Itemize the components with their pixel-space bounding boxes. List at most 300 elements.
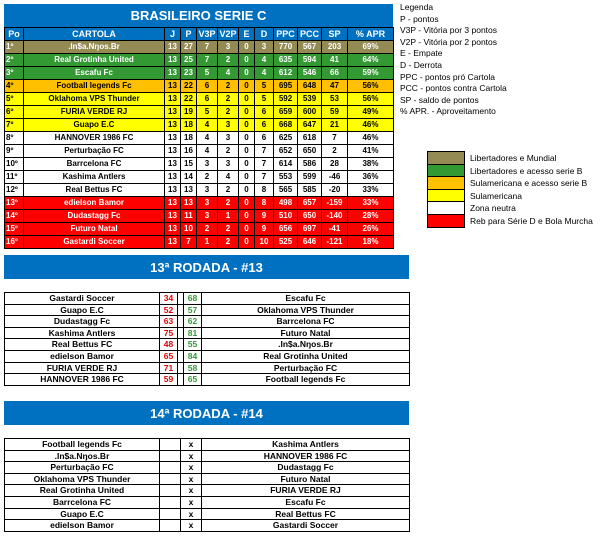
cell-sp: -159 [322,197,348,210]
home-score: 52 [160,304,178,316]
cell-pos: 1º [5,41,24,54]
cell-pos: 16º [5,236,24,249]
home-score-empty [160,520,181,532]
match-row [5,473,410,485]
versus-label: x [181,485,202,497]
away-team: Escafu Fc [202,496,410,508]
standings-row [5,171,394,184]
cell-v3p: 4 [197,145,218,158]
standings-title: BRASILEIRO SERIE C [4,4,393,27]
cell-e: 0 [239,184,255,197]
home-score-empty [160,496,181,508]
cell-v2p: 2 [218,223,239,236]
cell-j: 13 [165,119,181,132]
cell-ppc: 652 [274,145,298,158]
cell-pcc: 594 [298,54,322,67]
cell-p: 18 [181,132,197,145]
cell-e: 0 [239,171,255,184]
versus-label: x [181,496,202,508]
cell-e: 0 [239,119,255,132]
cell-v2p: 3 [218,119,239,132]
cell-e: 0 [239,210,255,223]
cell-d: 3 [255,41,274,54]
team-name: Gastardi Soccer [24,236,165,249]
cell-sp: -20 [322,184,348,197]
cell-sp: 47 [322,80,348,93]
cell-e: 0 [239,223,255,236]
cell-pcc: 600 [298,106,322,119]
round13-title: 13ª RODADA - #13 [4,255,409,279]
cell-ppc: 525 [274,236,298,249]
legend-swatch [427,214,465,228]
team-name: Kashima Antlers [24,171,165,184]
cell-apr: 46% [348,119,394,132]
legend-line: E - Empate [400,48,443,59]
home-score: 34 [160,293,178,305]
away-team: HANNOVER 1986 FC [202,450,410,462]
cell-j: 13 [165,145,181,158]
cell-v2p: 2 [218,80,239,93]
legend-line: P - pontos [400,13,439,24]
match-row [5,462,410,474]
cell-v2p: 4 [218,171,239,184]
away-team: Escafu Fc [202,293,410,305]
home-score-empty [160,485,181,497]
away-team: Kashima Antlers [202,439,410,451]
team-name: .In$a.Nŋos.Br [24,41,165,54]
standings-row [5,106,394,119]
cell-v2p: 2 [218,197,239,210]
cell-p: 23 [181,67,197,80]
away-score: 55 [184,339,202,351]
legend-line: PCC - pontos contra Cartola [400,83,507,94]
cell-v2p: 4 [218,67,239,80]
cell-v3p: 1 [197,236,218,249]
cell-p: 10 [181,223,197,236]
versus-label: x [181,450,202,462]
cell-j: 13 [165,106,181,119]
cell-d: 9 [255,223,274,236]
cell-v3p: 3 [197,184,218,197]
cell-pcc: 650 [298,145,322,158]
cell-sp: 53 [322,93,348,106]
cell-v2p: 2 [218,106,239,119]
col-header: E [239,28,255,41]
cell-e: 0 [239,54,255,67]
cell-pos: 6º [5,106,24,119]
cell-e: 0 [239,158,255,171]
home-score-empty [160,508,181,520]
col-header: PCC [298,28,322,41]
cell-pcc: 650 [298,210,322,223]
cell-v2p: 2 [218,145,239,158]
versus-label: x [181,439,202,451]
cell-pos: 10º [5,158,24,171]
cell-apr: 49% [348,106,394,119]
cell-pos: 5º [5,93,24,106]
cell-ppc: 668 [274,119,298,132]
cell-j: 13 [165,223,181,236]
cell-j: 13 [165,41,181,54]
legend-line: V2P - Vitória por 2 pontos [400,36,498,47]
cell-v2p: 3 [218,41,239,54]
cell-p: 25 [181,54,197,67]
cell-v3p: 6 [197,80,218,93]
cell-d: 8 [255,184,274,197]
cell-ppc: 625 [274,132,298,145]
cell-e: 0 [239,67,255,80]
cell-ppc: 614 [274,158,298,171]
versus-label: x [181,473,202,485]
away-score: 62 [184,316,202,328]
cell-p: 13 [181,197,197,210]
cell-apr: 56% [348,80,394,93]
away-score: 68 [184,293,202,305]
match-row [5,508,410,520]
team-name: Futuro Natal [24,223,165,236]
team-name: Real Grotinha United [24,54,165,67]
standings-row [5,197,394,210]
round13-table [4,292,410,386]
match-row [5,450,410,462]
standings-table [4,27,394,249]
cell-e: 0 [239,236,255,249]
cell-e: 0 [239,93,255,106]
cell-ppc: 565 [274,184,298,197]
cell-sp: 2 [322,145,348,158]
cell-j: 13 [165,210,181,223]
cell-p: 22 [181,80,197,93]
standings-row [5,41,394,54]
home-team: Barrcelona FC [5,496,160,508]
cell-j: 13 [165,236,181,249]
cell-pcc: 646 [298,236,322,249]
cell-pcc: 648 [298,80,322,93]
standings-row [5,145,394,158]
col-header: P [181,28,197,41]
away-team: Real Grotinha United [202,350,410,362]
home-team: Guapo E.C [5,304,160,316]
legend-line: SP - saldo de pontos [400,94,479,105]
cell-apr: 59% [348,67,394,80]
home-score-empty [160,462,181,474]
cell-sp: -46 [322,171,348,184]
cell-apr: 41% [348,145,394,158]
cell-v3p: 4 [197,132,218,145]
team-name: Real Bettus FC [24,184,165,197]
cell-p: 22 [181,93,197,106]
home-team: Gastardi Soccer [5,293,160,305]
away-team: Barrcelona FC [202,316,410,328]
cell-ppc: 612 [274,67,298,80]
col-header: CARTOLA [24,28,165,41]
cell-apr: 28% [348,210,394,223]
match-row [5,316,410,328]
cell-pcc: 567 [298,41,322,54]
home-score-empty [160,473,181,485]
standings-row [5,119,394,132]
match-row [5,350,410,362]
legend-line: % APR. - Aproveitamento [400,106,496,117]
cell-sp: 28 [322,158,348,171]
cell-p: 13 [181,184,197,197]
col-header: V2P [219,29,237,39]
cell-p: 15 [181,158,197,171]
standings-header-row [5,28,394,41]
cell-pos: 9º [5,145,24,158]
cell-pcc: 618 [298,132,322,145]
cell-v2p: 3 [218,158,239,171]
cell-v2p: 2 [218,236,239,249]
cell-ppc: 553 [274,171,298,184]
home-team: .In$a.Nŋos.Br [5,450,160,462]
home-team: Real Grotinha United [5,485,160,497]
col-header: SP [322,28,348,41]
legend-zone-label: Sulamericana e acesso serie B [470,178,588,189]
cell-j: 13 [165,197,181,210]
legend-line: D - Derrota [400,60,443,70]
cell-p: 16 [181,145,197,158]
legend-line: Legenda [400,2,434,12]
cell-apr: 69% [348,41,394,54]
cell-pos: 13º [5,197,24,210]
cell-pos: 4º [5,80,24,93]
home-team: HANNOVER 1986 FC [5,374,160,386]
cell-apr: 18% [348,236,394,249]
cell-sp: -41 [322,223,348,236]
team-name: HANNOVER 1986 FC [24,132,165,145]
team-name: Guapo E.C [24,119,165,132]
cell-j: 13 [165,132,181,145]
match-row [5,496,410,508]
cell-apr: 56% [348,93,394,106]
cell-v2p: 2 [218,93,239,106]
cell-pcc: 599 [298,171,322,184]
cell-e: 0 [239,197,255,210]
match-row [5,374,410,386]
cell-v2p: 2 [218,184,239,197]
cell-p: 11 [181,210,197,223]
standings-row [5,80,394,93]
legend-line: PPC - pontos pró Cartola [400,71,495,82]
legend-zone-label: Libertadores e Mundial [470,153,557,163]
home-team: FURIA VERDE RJ [5,362,160,374]
away-team: FURIA VERDE RJ [202,485,410,497]
cell-pos: 14º [5,210,24,223]
cell-j: 13 [165,54,181,67]
cell-v3p: 2 [197,171,218,184]
match-row [5,327,410,339]
cell-p: 7 [181,236,197,249]
cell-d: 6 [255,132,274,145]
standings-row [5,236,394,249]
cell-v3p: 3 [197,197,218,210]
home-team: Real Bettus FC [5,339,160,351]
versus-label: x [181,508,202,520]
cell-ppc: 510 [274,210,298,223]
cell-d: 6 [255,119,274,132]
col-header: J [165,28,181,41]
col-header: % APR [348,28,394,41]
away-team: Futuro Natal [202,473,410,485]
versus-label: x [181,520,202,532]
home-team: Dudastagg Fc [5,316,160,328]
cell-sp: -121 [322,236,348,249]
col-header: V3P [198,29,216,39]
cell-apr: 36% [348,171,394,184]
cell-v2p: 2 [218,54,239,67]
cell-d: 6 [255,106,274,119]
cell-v3p: 3 [197,210,218,223]
home-score-empty [160,450,181,462]
cell-ppc: 635 [274,54,298,67]
cell-pcc: 539 [298,93,322,106]
match-row [5,485,410,497]
cell-pos: 3º [5,67,24,80]
cell-pos: 2º [5,54,24,67]
cell-apr: 26% [348,223,394,236]
cell-apr: 33% [348,184,394,197]
away-team: Perturbação FC [202,362,410,374]
home-team: edielson Bamor [5,520,160,532]
home-score: 71 [160,362,178,374]
legend-zone-label: Sulamericana [470,190,522,201]
away-team: Football legends Fc [202,374,410,386]
cell-v2p: 1 [218,210,239,223]
legend-zone-label: Zona neutra [470,203,516,214]
team-name: FURIA VERDE RJ [24,106,165,119]
cell-pos: 11º [5,171,24,184]
standings-row [5,223,394,236]
cell-d: 9 [255,210,274,223]
col-header: D [255,28,274,41]
cell-sp: 59 [322,106,348,119]
away-team: .In$a.Nŋos.Br [202,339,410,351]
standings-row [5,67,394,80]
cell-apr: 38% [348,158,394,171]
cell-sp: -140 [322,210,348,223]
cell-pcc: 657 [298,197,322,210]
home-team: Guapo E.C [5,508,160,520]
cell-v3p: 6 [197,93,218,106]
cell-pcc: 586 [298,158,322,171]
cell-ppc: 498 [274,197,298,210]
cell-pcc: 697 [298,223,322,236]
team-name: Dudastagg Fc [24,210,165,223]
cell-p: 19 [181,106,197,119]
away-team: Futuro Natal [202,327,410,339]
cell-j: 13 [165,67,181,80]
cell-j: 13 [165,93,181,106]
cell-sp: 7 [322,132,348,145]
col-header: Po [5,28,24,41]
team-name: Escafu Fc [24,67,165,80]
home-team: Kashima Antlers [5,327,160,339]
cell-v3p: 7 [197,54,218,67]
col-header: PPC [274,28,298,41]
home-score: 65 [160,350,178,362]
cell-v3p: 2 [197,223,218,236]
away-score: 57 [184,304,202,316]
cell-ppc: 592 [274,93,298,106]
cell-j: 13 [165,184,181,197]
away-team: Gastardi Soccer [202,520,410,532]
cell-d: 5 [255,93,274,106]
cell-d: 10 [255,236,274,249]
cell-d: 4 [255,67,274,80]
cell-sp: 41 [322,54,348,67]
round14-title: 14ª RODADA - #14 [4,401,409,425]
match-row [5,362,410,374]
team-name: Football legends Fc [24,80,165,93]
away-score: 81 [184,327,202,339]
cell-d: 4 [255,54,274,67]
match-row [5,439,410,451]
team-name: Oklahoma VPS Thunder [24,93,165,106]
cell-apr: 33% [348,197,394,210]
cell-pcc: 546 [298,67,322,80]
cell-pcc: 585 [298,184,322,197]
cell-v3p: 4 [197,119,218,132]
round14-table [4,438,410,532]
cell-p: 18 [181,119,197,132]
home-score: 75 [160,327,178,339]
cell-d: 7 [255,171,274,184]
away-team: Oklahoma VPS Thunder [202,304,410,316]
match-row [5,339,410,351]
standings-row [5,210,394,223]
legend-zone-label: Libertadores e acesso serie B [470,165,583,176]
cell-j: 13 [165,80,181,93]
cell-d: 7 [255,145,274,158]
cell-sp: 203 [322,41,348,54]
home-score-empty [160,439,181,451]
match-row [5,520,410,532]
legend-zone-label: Reb para Série D e Bola Murcha [470,216,593,226]
home-score: 59 [160,374,178,386]
away-score: 58 [184,362,202,374]
team-name: edielson Bamor [24,197,165,210]
away-score: 84 [184,350,202,362]
home-score: 63 [160,316,178,328]
cell-v3p: 7 [197,41,218,54]
standings-row [5,184,394,197]
away-team: Dudastagg Fc [202,462,410,474]
cell-e: 0 [239,41,255,54]
standings-row [5,93,394,106]
standings-row [5,132,394,145]
cell-pos: 15º [5,223,24,236]
away-score: 65 [184,374,202,386]
cell-sp: 66 [322,67,348,80]
cell-pcc: 647 [298,119,322,132]
cell-p: 14 [181,171,197,184]
home-team: edielson Bamor [5,350,160,362]
home-team: Perturbação FC [5,462,160,474]
cell-j: 13 [165,171,181,184]
cell-ppc: 656 [274,223,298,236]
cell-v3p: 5 [197,106,218,119]
match-row [5,304,410,316]
cell-e: 0 [239,80,255,93]
cell-e: 0 [239,145,255,158]
cell-e: 0 [239,106,255,119]
cell-d: 5 [255,80,274,93]
home-team: Oklahoma VPS Thunder [5,473,160,485]
standings-row [5,54,394,67]
cell-apr: 64% [348,54,394,67]
standings-row [5,158,394,171]
